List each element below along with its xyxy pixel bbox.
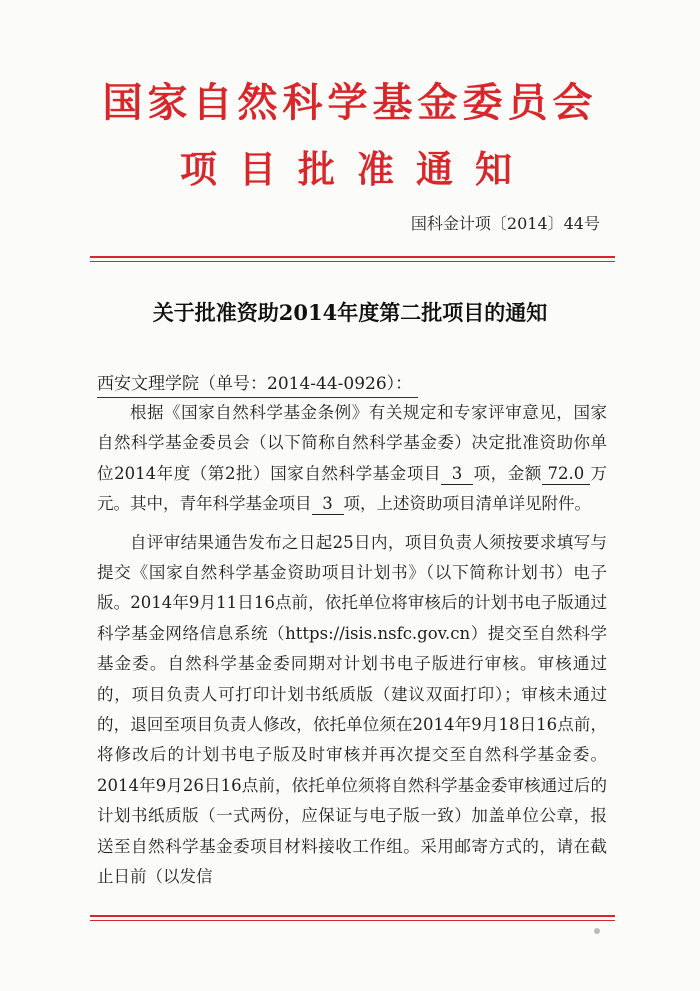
project-count-field: 3 bbox=[441, 464, 473, 485]
amount-field: 72.0 bbox=[542, 464, 590, 485]
paragraph-funding-tail: 项，上述资助项目清单详见附件。 bbox=[343, 494, 591, 514]
notice-body bbox=[97, 398, 607, 893]
paragraph-funding-mid1: 项，金额 bbox=[473, 463, 542, 483]
footer-rule-thin bbox=[90, 920, 615, 921]
page-mark-dot bbox=[594, 928, 600, 934]
header-rule-thin bbox=[90, 261, 615, 262]
recipient-line: 西安文理学院（单号：2014-44-0926）： bbox=[97, 371, 418, 398]
document-number: 国科金计项〔2014〕44号 bbox=[410, 214, 600, 233]
header-rule-thick bbox=[90, 256, 615, 258]
notice-title: 关于批准资助2014年度第二批项目的通知 bbox=[152, 300, 548, 325]
paragraph-funding bbox=[97, 398, 607, 520]
organization-name: 国家自然科学基金委员会 bbox=[102, 79, 598, 126]
youth-count-field: 3 bbox=[312, 494, 344, 515]
paragraph-funding-mid2: 万元。其中，青年科学基金项目 bbox=[97, 463, 608, 514]
paragraph-funding-lead: 根据《国家自然科学基金条例》有关规定和专家评审意见，国家自然科学基金委员会（以下简称自然科学基金委）决定批准资助你单位2014年度（第2批）国家自然科学基金项目 bbox=[97, 403, 607, 483]
footer-rule-thick bbox=[90, 915, 615, 917]
paragraph-procedure: 自评审结果通告发布之日起25日内，项目负责人须按要求填写与提交《国家自然科学基金资助项目计划书》（以下简称计划书）电子版。2014年9月11日16点前，依托单位将审核后的计划书电子版通过科学基金网络信息系统（https://isis.nsfc.gov.cn）提交至自然科学基金委。自然科学基金委同期对计划书电子版进行审核。审核通过的，项目负责人可打印计划书纸质版（建议双面打印）；审核未通过的，退回至项目负责人修改，依托单位须在2014年9月18日16点前，将修改后的计划书电子版及时审核并再次提交至自然科学基金委。2014年9月26日16点前，依托单位须将自然科学基金委审核通过后的计划书纸质版（一式两份，应保证与电子版一致）加盖单位公章，报送至自然科学基金委项目材料接收工作组。采用邮寄方式的，请在截止日前（以发信 bbox=[97, 532, 607, 887]
document-type-title: 项目批准通知 bbox=[180, 147, 534, 191]
